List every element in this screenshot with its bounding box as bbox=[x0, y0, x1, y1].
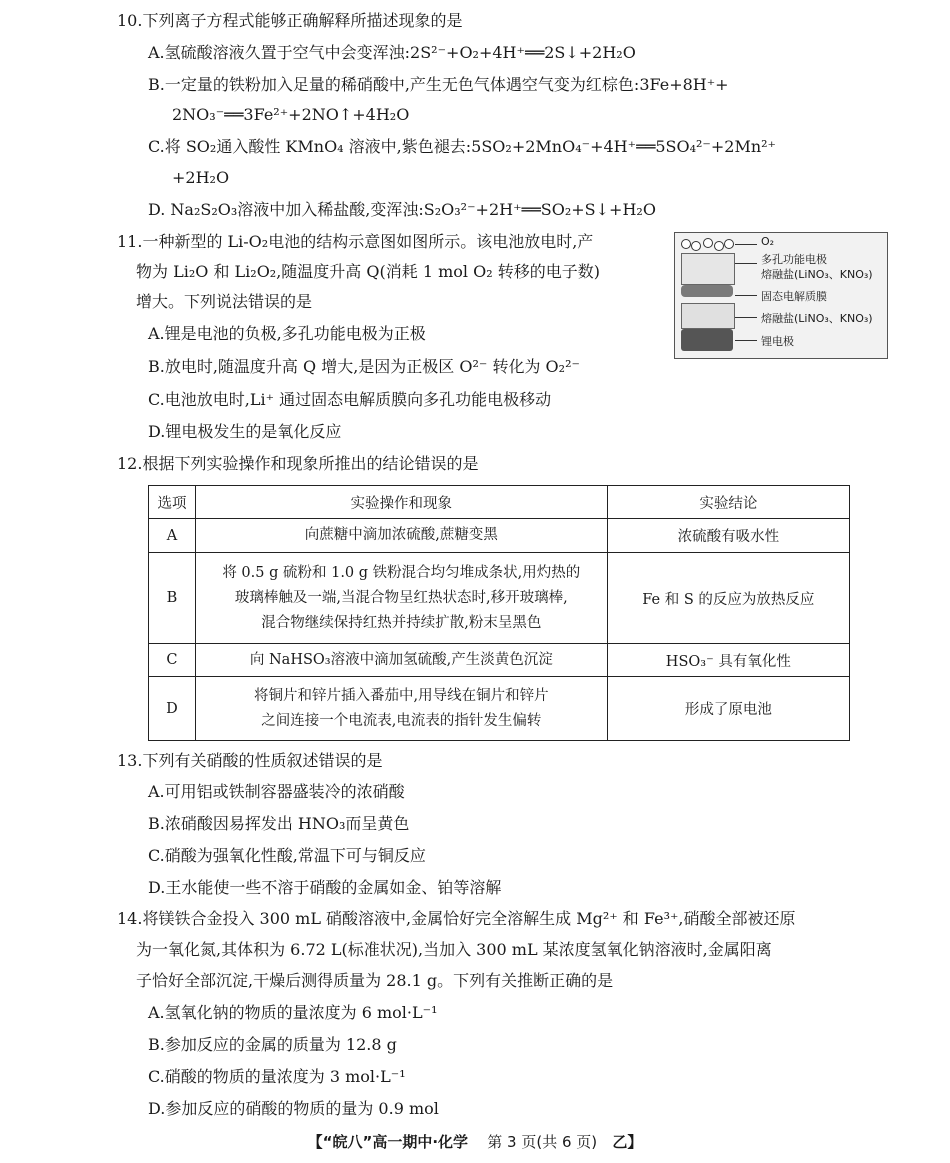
leader-line bbox=[735, 295, 757, 296]
table-row bbox=[149, 644, 850, 677]
molten-salt-layer bbox=[681, 303, 735, 329]
q10-option-d: D. Na₂S₂O₃溶液中加入稀盐酸,变浑浊:S₂O₃²⁻+2H⁺══SO₂+S↓+H₂O bbox=[148, 200, 656, 219]
o2-bubble bbox=[703, 238, 713, 248]
operation-line: 将铜片和锌片插入番茄中,用导线在铜片和锌片 bbox=[253, 687, 549, 704]
q10-option-c-line1: C.将 SO₂通入酸性 KMnO₄ 溶液中,紫色褪去:5SO₂+2MnO₄⁻+4H⁺══5SO₄²⁻+2Mn²⁺ bbox=[148, 137, 776, 156]
q11-option-a: A.锂是电池的负极,多孔功能电极为正极 bbox=[148, 324, 426, 343]
o2-bubbles bbox=[681, 237, 733, 251]
row-option: A bbox=[149, 519, 196, 553]
o2-bubble bbox=[714, 241, 724, 251]
footer-page-number: 第 3 页(共 6 页) bbox=[487, 1133, 598, 1151]
operation-line: 之间连接一个电流表,电流表的指针发生偏转 bbox=[261, 712, 542, 729]
q10-stem: 10.下列离子方程式能够正确解释所描述现象的是 bbox=[117, 11, 463, 30]
row-conclusion: Fe 和 S 的反应为放热反应 bbox=[607, 553, 849, 644]
o2-bubble bbox=[681, 239, 691, 249]
table-header-row bbox=[149, 486, 850, 519]
operation-line: 混合物继续保持红热并持续扩散,粉末呈黑色 bbox=[261, 614, 542, 631]
q11-option-c: C.电池放电时,Li⁺ 通过固态电解质膜向多孔功能电极移动 bbox=[148, 390, 552, 409]
q14-option-d: D.参加反应的硝酸的物质的量为 0.9 mol bbox=[148, 1099, 439, 1118]
header-operation: 实验操作和现象 bbox=[195, 486, 607, 519]
q10-option-b-line2: 2NO₃⁻══3Fe²⁺+2NO↑+4H₂O bbox=[172, 105, 410, 124]
lithium-electrode-layer bbox=[681, 329, 733, 351]
q11-stem-line1: 11.一种新型的 Li-O₂电池的结构示意图如图所示。该电池放电时,产 bbox=[117, 232, 594, 251]
q14-stem-line3: 子恰好全部沉淀,干燥后测得质量为 28.1 g。下列有关推断正确的是 bbox=[136, 971, 614, 990]
table-row bbox=[149, 677, 850, 741]
porous-electrode-layer bbox=[681, 253, 735, 285]
label-solid-electrolyte: 固态电解质膜 bbox=[761, 290, 827, 303]
leader-line bbox=[735, 244, 757, 245]
row-option: C bbox=[149, 644, 196, 677]
q11-stem-line3: 增大。下列说法错误的是 bbox=[136, 292, 313, 311]
q13-option-b: B.浓硝酸因易挥发出 HNO₃而呈黄色 bbox=[148, 814, 410, 833]
row-operation bbox=[195, 553, 607, 644]
q10-option-b-line1: B.一定量的铁粉加入足量的稀硝酸中,产生无色气体遇空气变为红棕色:3Fe+8H⁺+ bbox=[148, 75, 729, 94]
row-conclusion: 形成了原电池 bbox=[607, 677, 849, 741]
table-row bbox=[149, 519, 850, 553]
experiment-table bbox=[148, 485, 850, 741]
header-conclusion: 实验结论 bbox=[607, 486, 849, 519]
molten-salt-layer-top bbox=[681, 285, 733, 297]
label-lithium-electrode: 锂电极 bbox=[761, 335, 794, 348]
q11-option-b: B.放电时,随温度升高 Q 增大,是因为正极区 O²⁻ 转化为 O₂²⁻ bbox=[148, 357, 580, 376]
label-porous-electrode: 多孔功能电极 bbox=[761, 253, 827, 266]
o2-bubble bbox=[691, 241, 701, 251]
q14-option-b: B.参加反应的金属的质量为 12.8 g bbox=[148, 1035, 397, 1054]
operation-line: 将 0.5 g 硫粉和 1.0 g 铁粉混合均匀堆成条状,用灼热的 bbox=[222, 564, 581, 581]
leader-line bbox=[735, 340, 757, 341]
operation-line: 向蔗糖中滴加浓硫酸,蔗糖变黑 bbox=[304, 527, 498, 543]
leader-line bbox=[735, 317, 757, 318]
q14-option-a: A.氢氧化钠的物质的量浓度为 6 mol·L⁻¹ bbox=[148, 1003, 438, 1022]
q12-stem: 12.根据下列实验操作和现象所推出的结论错误的是 bbox=[117, 454, 479, 473]
q14-stem-line2: 为一氧化氮,其体积为 6.72 L(标准状况),当加入 300 mL 某浓度氢氧化钠溶液时,金属阳离 bbox=[136, 940, 772, 959]
q13-option-a: A.可用铝或铁制容器盛装冷的浓硝酸 bbox=[148, 782, 405, 801]
q11-option-d: D.锂电极发生的是氧化反应 bbox=[148, 422, 342, 441]
table-row bbox=[149, 553, 850, 644]
leader-line bbox=[735, 263, 757, 264]
q13-option-c: C.硝酸为强氧化性酸,常温下可与铜反应 bbox=[148, 846, 426, 865]
row-conclusion: 浓硫酸有吸水性 bbox=[607, 519, 849, 553]
row-option: D bbox=[149, 677, 196, 741]
q11-stem-line2: 物为 Li₂O 和 Li₂O₂,随温度升高 Q(消耗 1 mol O₂ 转移的电子数) bbox=[136, 262, 600, 281]
label-porous-molten-salt: 熔融盐(LiNO₃、KNO₃) bbox=[761, 268, 873, 281]
row-option: B bbox=[149, 553, 196, 644]
li-o2-battery-diagram bbox=[674, 232, 888, 359]
o2-bubble bbox=[724, 239, 734, 249]
q14-option-c: C.硝酸的物质的量浓度为 3 mol·L⁻¹ bbox=[148, 1067, 406, 1086]
row-operation bbox=[195, 644, 607, 677]
label-molten-salt: 熔融盐(LiNO₃、KNO₃) bbox=[761, 312, 873, 325]
operation-line: 向 NaHSO₃溶液中滴加氢硫酸,产生淡黄色沉淀 bbox=[249, 651, 553, 668]
operation-line: 玻璃棒触及一端,当混合物呈红热状态时,移开玻璃棒, bbox=[234, 589, 568, 606]
q10-option-c-line2: +2H₂O bbox=[172, 168, 230, 187]
label-o2: O₂ bbox=[761, 235, 775, 248]
row-operation bbox=[195, 677, 607, 741]
row-operation bbox=[195, 519, 607, 553]
row-conclusion: HSO₃⁻ 具有氧化性 bbox=[607, 644, 849, 677]
q13-option-d: D.王水能使一些不溶于硝酸的金属如金、铂等溶解 bbox=[148, 878, 502, 897]
footer-tail: 乙】 bbox=[612, 1133, 643, 1151]
q13-stem: 13.下列有关硝酸的性质叙述错误的是 bbox=[117, 751, 383, 770]
footer-title: 【“皖八”高一期中·化学 bbox=[307, 1133, 469, 1151]
q10-option-a: A.氢硫酸溶液久置于空气中会变浑浊:2S²⁻+O₂+4H⁺══2S↓+2H₂O bbox=[148, 43, 636, 62]
header-option: 选项 bbox=[149, 486, 196, 519]
q14-stem-line1: 14.将镁铁合金投入 300 mL 硝酸溶液中,金属恰好完全溶解生成 Mg²⁺ 和 Fe³⁺,硝酸全部被还原 bbox=[117, 909, 796, 928]
page-footer bbox=[0, 1131, 950, 1152]
